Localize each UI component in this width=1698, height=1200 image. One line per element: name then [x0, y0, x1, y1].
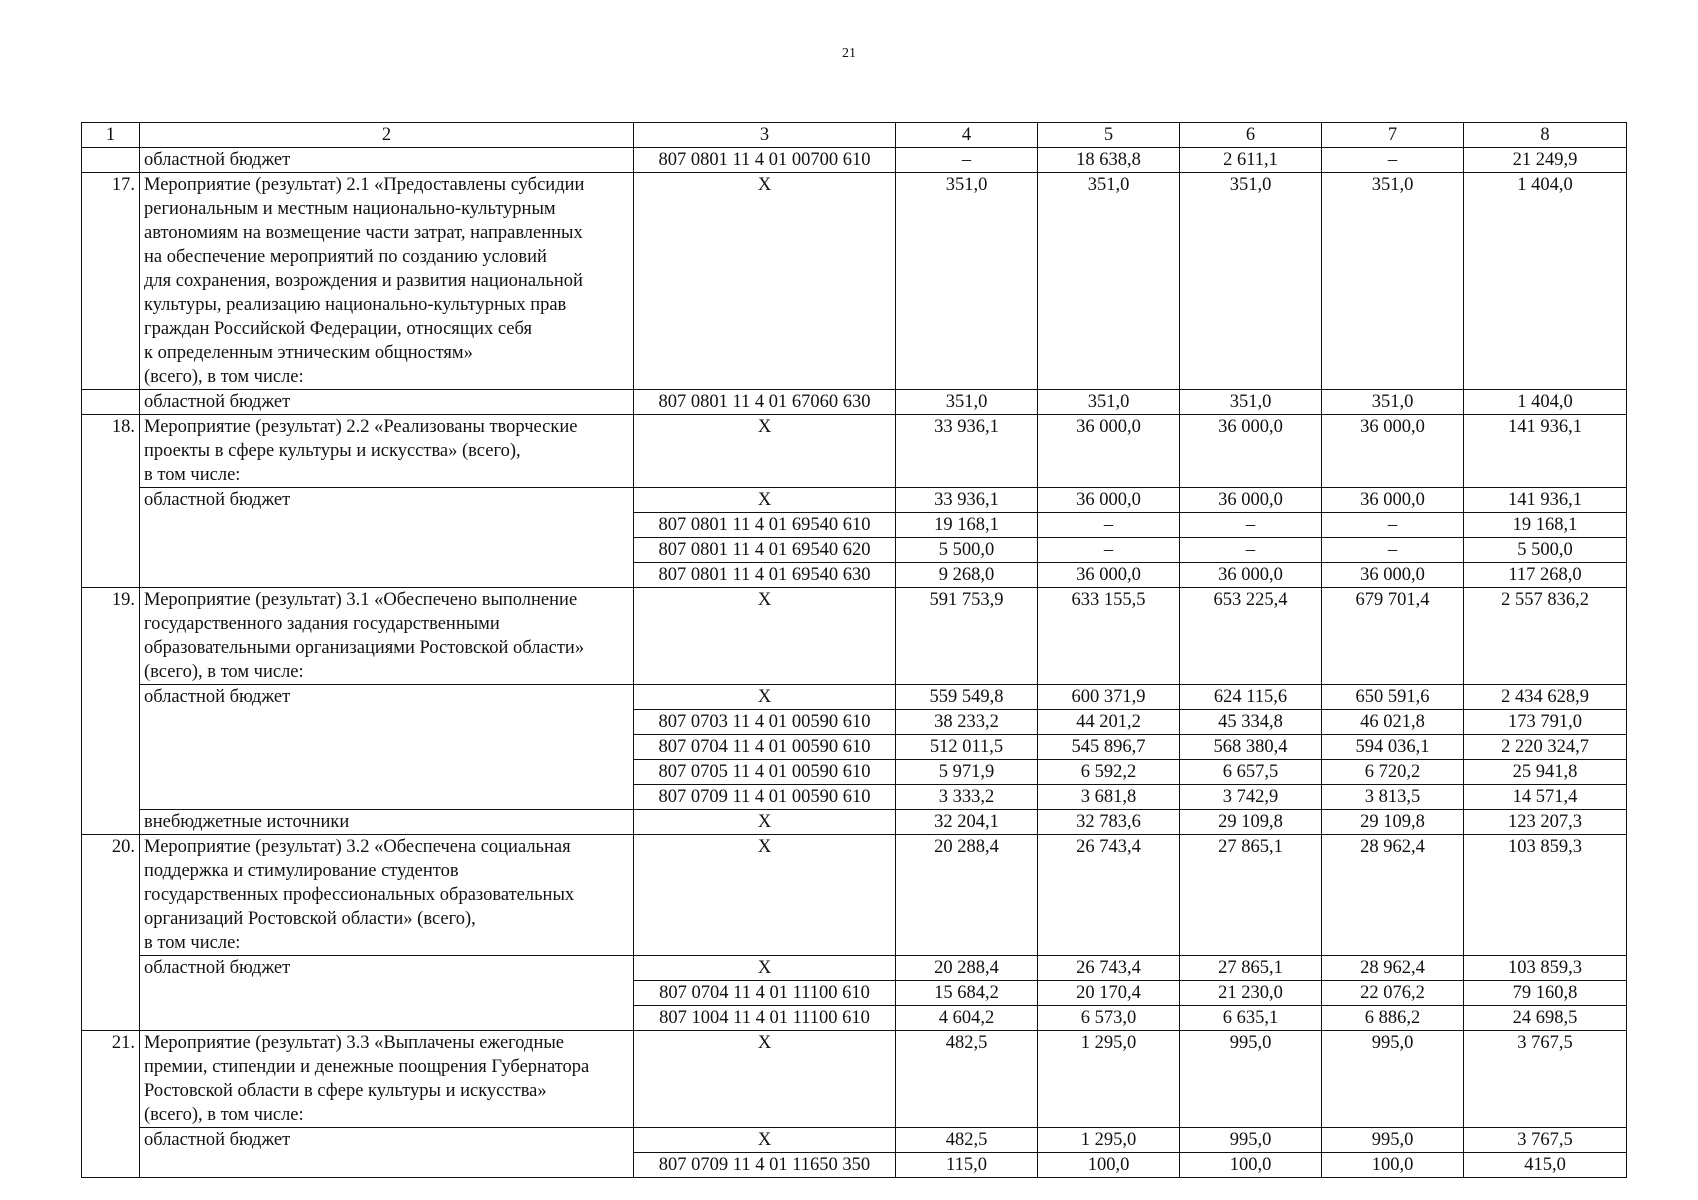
budget-code-cell: 807 0801 11 4 01 69540 620: [634, 538, 896, 563]
total-cell: 2 557 836,2: [1464, 588, 1627, 685]
total-cell: 173 791,0: [1464, 710, 1627, 735]
value-cell: 1 295,0: [1038, 1128, 1180, 1153]
budget-code-cell: Х: [634, 588, 896, 685]
value-cell: 591 753,9: [896, 588, 1038, 685]
value-cell: 36 000,0: [1038, 563, 1180, 588]
budget-code-cell: Х: [634, 1031, 896, 1128]
row-number-cell: 17.: [82, 173, 140, 390]
row-number-cell: 19.: [82, 588, 140, 835]
value-cell: 6 657,5: [1180, 760, 1322, 785]
budget-code-cell: 807 0801 11 4 01 69540 610: [634, 513, 896, 538]
value-cell: 36 000,0: [1322, 415, 1464, 488]
budget-code-cell: Х: [634, 956, 896, 981]
value-cell: 27 865,1: [1180, 956, 1322, 981]
value-cell: 6 635,1: [1180, 1006, 1322, 1031]
value-cell: 36 000,0: [1322, 488, 1464, 513]
value-cell: 36 000,0: [1180, 488, 1322, 513]
total-cell: 123 207,3: [1464, 810, 1627, 835]
column-number: 6: [1180, 123, 1322, 148]
total-cell: 1 404,0: [1464, 390, 1627, 415]
total-cell: 103 859,3: [1464, 956, 1627, 981]
column-number: 7: [1322, 123, 1464, 148]
item-name-cell: внебюджетные источники: [140, 810, 634, 835]
value-cell: 594 036,1: [1322, 735, 1464, 760]
budget-code-cell: 807 0709 11 4 01 00590 610: [634, 785, 896, 810]
value-cell: 351,0: [1322, 173, 1464, 390]
value-cell: 6 720,2: [1322, 760, 1464, 785]
total-cell: 117 268,0: [1464, 563, 1627, 588]
budget-code-cell: 807 0801 11 4 01 69540 630: [634, 563, 896, 588]
item-name-cell: Мероприятие (результат) 2.2 «Реализованы творческие проекты в сфере культуры и искусства» (всего), в том числе:: [140, 415, 634, 488]
value-cell: 100,0: [1180, 1153, 1322, 1178]
value-cell: 27 865,1: [1180, 835, 1322, 956]
value-cell: 482,5: [896, 1031, 1038, 1128]
value-cell: 5 500,0: [896, 538, 1038, 563]
row-number-cell: 20.: [82, 835, 140, 1031]
total-cell: 141 936,1: [1464, 415, 1627, 488]
value-cell: 1 295,0: [1038, 1031, 1180, 1128]
item-name-cell: областной бюджет: [140, 390, 634, 415]
table-row: [82, 390, 1627, 415]
value-cell: 351,0: [1038, 390, 1180, 415]
budget-code-cell: 807 0801 11 4 01 67060 630: [634, 390, 896, 415]
item-name-cell: Мероприятие (результат) 3.1 «Обеспечено выполнение государственного задания государственными образовательными организациями Ростовской области» (всего), в том числе:: [140, 588, 634, 685]
item-name-cell: областной бюджет: [140, 1128, 634, 1178]
value-cell: 36 000,0: [1180, 563, 1322, 588]
value-cell: 36 000,0: [1322, 563, 1464, 588]
value-cell: 650 591,6: [1322, 685, 1464, 710]
value-cell: –: [1180, 513, 1322, 538]
value-cell: –: [1322, 148, 1464, 173]
budget-code-cell: Х: [634, 810, 896, 835]
table-row: [82, 685, 1627, 710]
budget-code-cell: 807 0705 11 4 01 00590 610: [634, 760, 896, 785]
value-cell: 19 168,1: [896, 513, 1038, 538]
item-name-cell: областной бюджет: [140, 488, 634, 588]
item-name-cell: Мероприятие (результат) 3.2 «Обеспечена социальная поддержка и стимулирование студентов государственных профессиональных образовательных организаций Ростовской области» (всего), в том числе:: [140, 835, 634, 956]
value-cell: 36 000,0: [1180, 415, 1322, 488]
item-name-cell: Мероприятие (результат) 2.1 «Предоставлены субсидии региональным и местным национально-культурным автономиям на возмещение части затрат, направленных на обеспечение мероприятий по созданию условий для сохранения, возрождения и развития национальной культуры, реализацию национально-культурных прав граждан Российской Федерации, относящих себя к определенным этническим общностям» (всего), в том числе:: [140, 173, 634, 390]
value-cell: 29 109,8: [1180, 810, 1322, 835]
budget-code-cell: Х: [634, 173, 896, 390]
budget-code-cell: Х: [634, 488, 896, 513]
value-cell: 6 573,0: [1038, 1006, 1180, 1031]
total-cell: 1 404,0: [1464, 173, 1627, 390]
value-cell: 20 170,4: [1038, 981, 1180, 1006]
value-cell: 351,0: [896, 390, 1038, 415]
value-cell: –: [1322, 538, 1464, 563]
value-cell: 995,0: [1180, 1031, 1322, 1128]
value-cell: 21 230,0: [1180, 981, 1322, 1006]
value-cell: 9 268,0: [896, 563, 1038, 588]
value-cell: 100,0: [1322, 1153, 1464, 1178]
value-cell: 36 000,0: [1038, 488, 1180, 513]
table-row: [82, 488, 1627, 513]
value-cell: 33 936,1: [896, 415, 1038, 488]
table-row: [82, 415, 1627, 488]
value-cell: 6 886,2: [1322, 1006, 1464, 1031]
value-cell: 351,0: [1038, 173, 1180, 390]
budget-code-cell: 807 0801 11 4 01 00700 610: [634, 148, 896, 173]
value-cell: 512 011,5: [896, 735, 1038, 760]
total-cell: 14 571,4: [1464, 785, 1627, 810]
column-number-row: [82, 123, 1627, 148]
value-cell: 29 109,8: [1322, 810, 1464, 835]
total-cell: 141 936,1: [1464, 488, 1627, 513]
value-cell: 28 962,4: [1322, 956, 1464, 981]
row-number-cell: 18.: [82, 415, 140, 588]
column-number: 3: [634, 123, 896, 148]
value-cell: 559 549,8: [896, 685, 1038, 710]
table-row: [82, 1128, 1627, 1153]
total-cell: 103 859,3: [1464, 835, 1627, 956]
value-cell: 33 936,1: [896, 488, 1038, 513]
value-cell: 46 021,8: [1322, 710, 1464, 735]
budget-code-cell: 807 0703 11 4 01 00590 610: [634, 710, 896, 735]
budget-code-cell: Х: [634, 685, 896, 710]
value-cell: 624 115,6: [1180, 685, 1322, 710]
value-cell: 3 333,2: [896, 785, 1038, 810]
table-row: [82, 173, 1627, 390]
table-row: [82, 148, 1627, 173]
value-cell: 600 371,9: [1038, 685, 1180, 710]
total-cell: 3 767,5: [1464, 1031, 1627, 1128]
value-cell: 995,0: [1322, 1031, 1464, 1128]
column-number: 4: [896, 123, 1038, 148]
row-number-cell: [82, 148, 140, 173]
value-cell: 351,0: [1180, 173, 1322, 390]
total-cell: 19 168,1: [1464, 513, 1627, 538]
value-cell: 6 592,2: [1038, 760, 1180, 785]
value-cell: 26 743,4: [1038, 835, 1180, 956]
table-row: [82, 588, 1627, 685]
value-cell: –: [1038, 538, 1180, 563]
value-cell: 995,0: [1180, 1128, 1322, 1153]
value-cell: 20 288,4: [896, 956, 1038, 981]
value-cell: 653 225,4: [1180, 588, 1322, 685]
budget-code-cell: 807 0709 11 4 01 11650 350: [634, 1153, 896, 1178]
table-row: [82, 810, 1627, 835]
value-cell: 18 638,8: [1038, 148, 1180, 173]
value-cell: 482,5: [896, 1128, 1038, 1153]
value-cell: 3 813,5: [1322, 785, 1464, 810]
column-number: 1: [82, 123, 140, 148]
value-cell: 32 783,6: [1038, 810, 1180, 835]
budget-code-cell: 807 0704 11 4 01 00590 610: [634, 735, 896, 760]
table-row: [82, 956, 1627, 981]
value-cell: –: [1322, 513, 1464, 538]
column-number: 8: [1464, 123, 1627, 148]
value-cell: 26 743,4: [1038, 956, 1180, 981]
value-cell: –: [1038, 513, 1180, 538]
value-cell: 32 204,1: [896, 810, 1038, 835]
page-number: 21: [842, 46, 856, 61]
value-cell: 633 155,5: [1038, 588, 1180, 685]
total-cell: 21 249,9: [1464, 148, 1627, 173]
budget-code-cell: Х: [634, 1128, 896, 1153]
budget-code-cell: Х: [634, 835, 896, 956]
value-cell: 545 896,7: [1038, 735, 1180, 760]
value-cell: –: [896, 148, 1038, 173]
value-cell: –: [1180, 538, 1322, 563]
column-number: 2: [140, 123, 634, 148]
table-row: [82, 835, 1627, 956]
value-cell: 115,0: [896, 1153, 1038, 1178]
value-cell: 22 076,2: [1322, 981, 1464, 1006]
value-cell: 28 962,4: [1322, 835, 1464, 956]
value-cell: 679 701,4: [1322, 588, 1464, 685]
total-cell: 2 220 324,7: [1464, 735, 1627, 760]
column-number: 5: [1038, 123, 1180, 148]
item-name-cell: Мероприятие (результат) 3.3 «Выплачены ежегодные премии, стипендии и денежные поощрения Губернатора Ростовской области в сфере культуры и искусства» (всего), в том числе:: [140, 1031, 634, 1128]
value-cell: 3 742,9: [1180, 785, 1322, 810]
item-name-cell: областной бюджет: [140, 148, 634, 173]
value-cell: 20 288,4: [896, 835, 1038, 956]
budget-code-cell: 807 0704 11 4 01 11100 610: [634, 981, 896, 1006]
value-cell: 351,0: [1180, 390, 1322, 415]
value-cell: 568 380,4: [1180, 735, 1322, 760]
budget-code-cell: 807 1004 11 4 01 11100 610: [634, 1006, 896, 1031]
total-cell: 5 500,0: [1464, 538, 1627, 563]
item-name-cell: областной бюджет: [140, 685, 634, 810]
value-cell: 4 604,2: [896, 1006, 1038, 1031]
value-cell: 5 971,9: [896, 760, 1038, 785]
total-cell: 24 698,5: [1464, 1006, 1627, 1031]
row-number-cell: 21.: [82, 1031, 140, 1178]
value-cell: 3 681,8: [1038, 785, 1180, 810]
value-cell: 15 684,2: [896, 981, 1038, 1006]
value-cell: 36 000,0: [1038, 415, 1180, 488]
total-cell: 2 434 628,9: [1464, 685, 1627, 710]
value-cell: 2 611,1: [1180, 148, 1322, 173]
budget-table: [81, 122, 1627, 1178]
value-cell: 100,0: [1038, 1153, 1180, 1178]
total-cell: 79 160,8: [1464, 981, 1627, 1006]
budget-code-cell: Х: [634, 415, 896, 488]
value-cell: 995,0: [1322, 1128, 1464, 1153]
value-cell: 38 233,2: [896, 710, 1038, 735]
total-cell: 25 941,8: [1464, 760, 1627, 785]
value-cell: 44 201,2: [1038, 710, 1180, 735]
row-number-cell: [82, 390, 140, 415]
item-name-cell: областной бюджет: [140, 956, 634, 1031]
value-cell: 351,0: [896, 173, 1038, 390]
value-cell: 351,0: [1322, 390, 1464, 415]
table-row: [82, 1031, 1627, 1128]
total-cell: 415,0: [1464, 1153, 1627, 1178]
value-cell: 45 334,8: [1180, 710, 1322, 735]
total-cell: 3 767,5: [1464, 1128, 1627, 1153]
